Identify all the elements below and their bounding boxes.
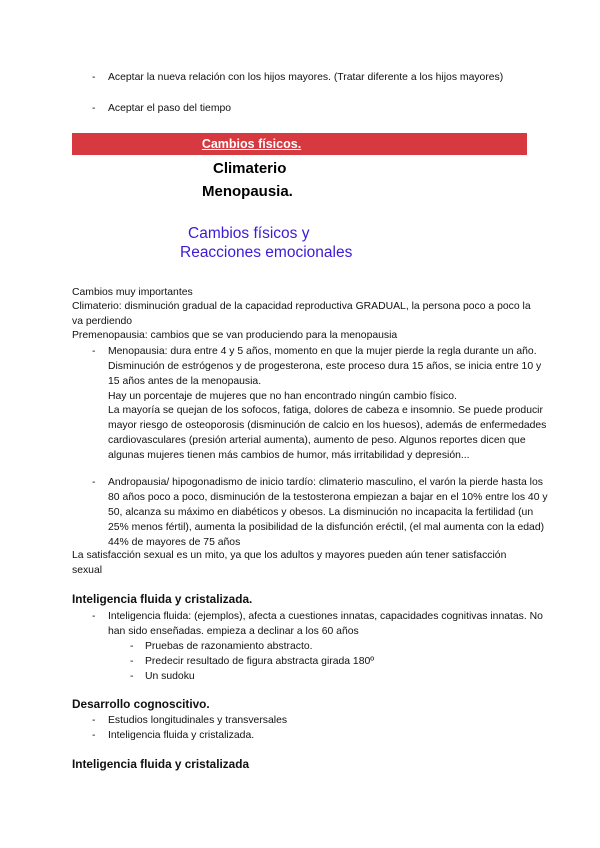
heading-inteligencia: Inteligencia fluida y cristalizada. [72, 592, 253, 606]
heading-inteligencia-2: Inteligencia fluida y cristalizada [72, 757, 250, 771]
sublist-item-razonamiento: Pruebas de razonamiento abstracto. [145, 641, 313, 652]
list-item-estudios: Estudios longitudinales y transversales [108, 715, 288, 726]
list-item-paso-tiempo: Aceptar el paso del tiempo [108, 103, 232, 114]
sublist-dash: - [130, 656, 134, 667]
red-banner [72, 133, 527, 155]
list-dash: - [92, 477, 96, 488]
sublist-dash: - [130, 641, 134, 652]
list-item-menopausia-porcentaje: Hay un porcentaje de mujeres que no han encontrado ningún cambio físico. [108, 391, 457, 402]
list-item-inteligencia: Inteligencia fluida y cristalizada. [108, 730, 255, 741]
slide-title-menopausia: Menopausia. [202, 183, 293, 200]
list-item-inteligencia-fluida: Inteligencia fluida: (ejemplos), afecta a cuestiones innatas, capacidades cognitivas innatas. No han sido enseñadas. empieza a declinar a los 60 años [108, 611, 543, 637]
list-item-andropausia: Andropausia/ hipogonadismo de inicio tardío: climaterio masculino, el varón la pierde hasta los 80 años poco a poco, disminución de la testosterona empiezan a bajar en el 10% entre los 40 y 50, alcanza su máximo en diabéticos y obesos. La disminución no incapacita la fertilidad (un 25% menos fértil), aumenta la posibilidad de la disfunción eréctil, (el mal aumenta con la edad) 44% de mayores de 75 años [108, 477, 548, 548]
paragraph-satisfaccion: La satisfacción sexual es un mito, ya que los adultos y mayores pueden aún tener satisfacción sexual [72, 550, 507, 576]
list-dash: - [92, 72, 96, 83]
heading-desarrollo: Desarrollo cognoscitivo. [72, 697, 210, 711]
list-item-menopausia-sintomas: La mayoría se quejan de los sofocos, fatiga, dolores de cabeza e insomnio. Se puede producir mayor riesgo de osteoporosis (disminución de calcio en los huesos), además de enfermedades cardiovasculares (presión arterial aumenta), aumento de peso. Algunos reportes dicen que algunas mujeres tienen más cambios de humor, más irritabilidad y depresión... [108, 405, 547, 461]
list-item-menopausia: Menopausia: dura entre 4 y 5 años, momento en que la mujer pierde la regla durante un año. Disminución de estrógenos y de progesterona, este proceso dura 15 años, se inicia entre 10 y 15 años antes de la menopausia. [108, 346, 542, 387]
list-dash: - [92, 730, 96, 741]
list-dash: - [92, 611, 96, 622]
paragraph-cambios: Cambios muy importantes [72, 287, 193, 298]
paragraph-climaterio: Climaterio: disminución gradual de la capacidad reproductiva GRADUAL, la persona poco a poco la va perdiendo [72, 301, 531, 327]
slide-subtitle-reacciones: Reacciones emocionales [180, 244, 353, 261]
list-dash: - [92, 346, 96, 357]
list-dash: - [92, 715, 96, 726]
sublist-item-figura: Predecir resultado de figura abstracta girada 180º [145, 656, 375, 667]
list-dash: - [92, 103, 96, 114]
slide-subtitle-cambios: Cambios físicos y [188, 225, 310, 242]
banner-title: Cambios físicos. [201, 137, 302, 151]
slide-title-climaterio: Climaterio [213, 160, 287, 177]
list-item-relacion-hijos: Aceptar la nueva relación con los hijos mayores. (Tratar diferente a los hijos mayores) [108, 72, 504, 83]
sublist-dash: - [130, 671, 134, 682]
paragraph-premenopausia: Premenopausia: cambios que se van produciendo para la menopausia [72, 330, 398, 341]
sublist-item-sudoku: Un sudoku [145, 671, 195, 682]
